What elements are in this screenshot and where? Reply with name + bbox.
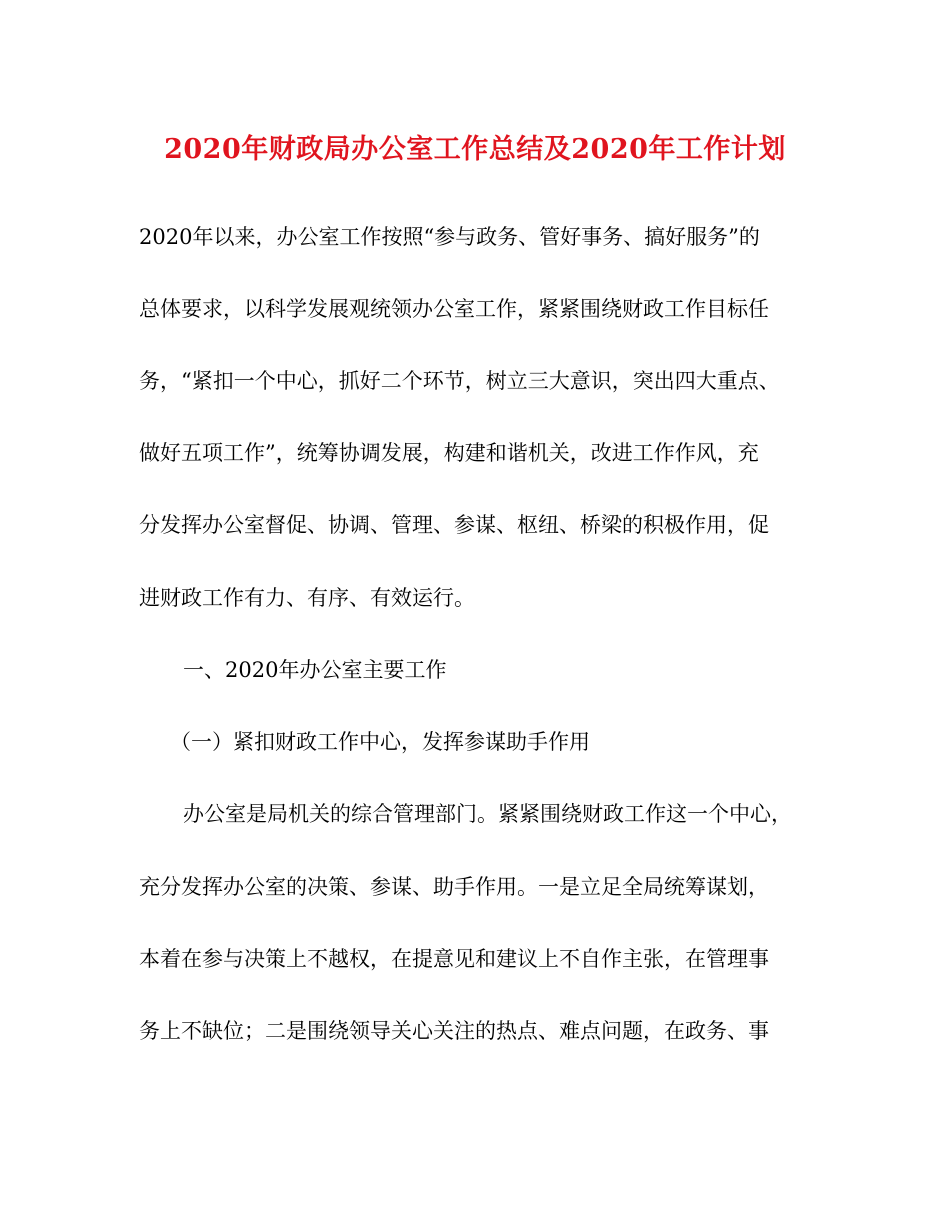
paragraph-line: 务上不缺位；二是围绕领导关心关注的热点、难点问题，在政务、事: [139, 1019, 769, 1043]
section-heading: 一、2020年办公室主要工作: [183, 658, 447, 682]
paragraph-line: 分发挥办公室督促、协调、管理、参谋、枢纽、桥梁的积极作用，促: [139, 513, 769, 537]
paragraph-line: 进财政工作有力、有序、有效运行。: [139, 586, 475, 610]
paragraph-line: 办公室是局机关的综合管理部门。紧紧围绕财政工作这一个中心，: [183, 802, 792, 826]
document-title: 2020年财政局办公室工作总结及2020年工作计划: [164, 134, 786, 165]
paragraph-line: 充分发挥办公室的决策、参谋、助手作用。一是立足全局统筹谋划，: [139, 875, 769, 899]
paragraph-line: 总体要求，以科学发展观统领办公室工作，紧紧围绕财政工作目标任: [139, 297, 769, 321]
paragraph-line: 务，“紧扣一个中心，抓好二个环节，树立三大意识，突出四大重点、: [139, 369, 780, 393]
paragraph-line: 2020年以来，办公室工作按照“参与政务、管好事务、搞好服务”的: [139, 225, 760, 249]
paragraph-line: 做好五项工作”，统筹协调发展，构建和谐机关，改进工作作风，充: [139, 441, 759, 465]
subsection-heading: （一）紧扣财政工作中心，发挥参谋助手作用: [170, 730, 590, 754]
paragraph-line: 本着在参与决策上不越权，在提意见和建议上不自作主张，在管理事: [139, 947, 769, 971]
